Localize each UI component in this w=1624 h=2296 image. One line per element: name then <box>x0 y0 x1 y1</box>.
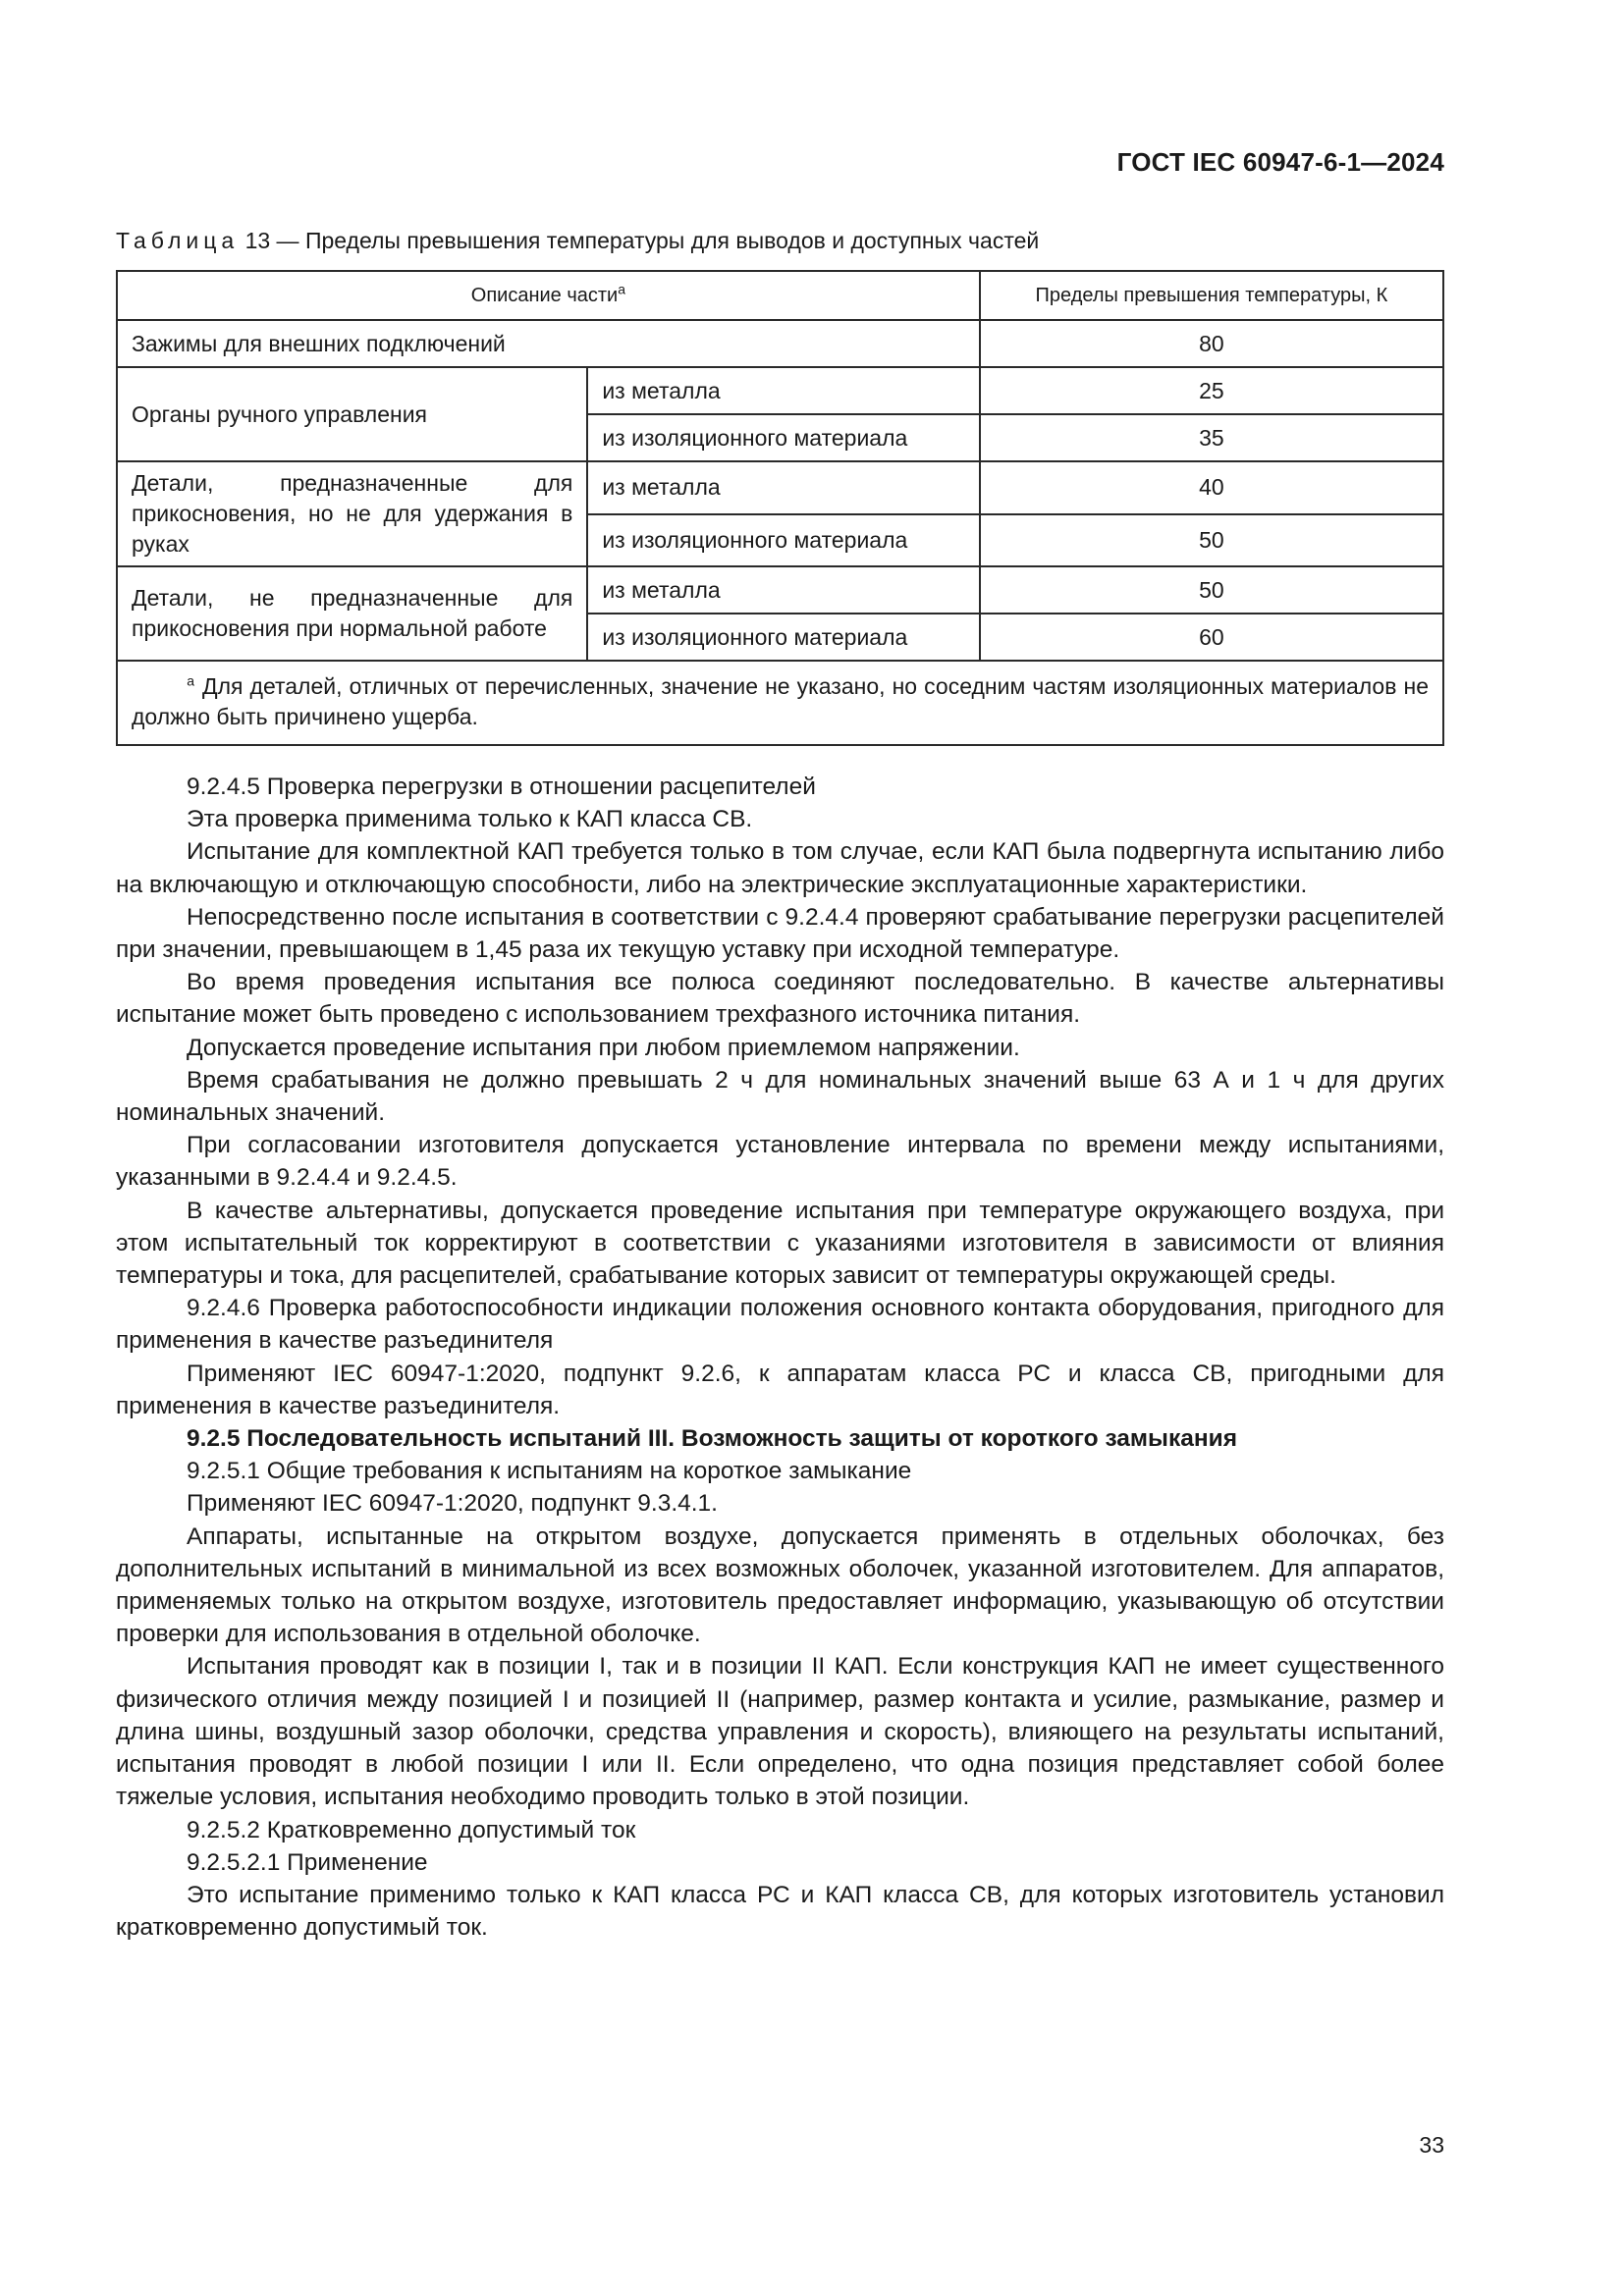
limit-value: 60 <box>980 614 1443 661</box>
table-caption-text: 13 — Пределы превышения температуры для выводов и доступных частей <box>244 228 1040 253</box>
material: из изоляционного материала <box>587 614 979 661</box>
section-heading: 9.2.5 Последовательность испытаний III. Возможность защиты от короткого замыкания <box>187 1425 1238 1453</box>
paragraph: Во время проведения испытания все полюса соединяют последовательно. В качестве альтернативы испытание может быть проведено с использованием трехфазного источника питания. <box>116 969 1444 1029</box>
limit-value: 40 <box>980 461 1443 514</box>
document-body <box>116 771 1444 1944</box>
material: из металла <box>587 566 979 614</box>
paragraph: Время срабатывания не должно превышать 2 ч для номинальных значений выше 63 А и 1 ч для других номинальных значений. <box>116 1066 1444 1127</box>
paragraph: Применяют IEC 60947-1:2020, подпункт 9.3.4.1. <box>187 1490 718 1518</box>
limit-value: 25 <box>980 367 1443 414</box>
column-header-part <box>117 271 980 320</box>
material: из изоляционного материала <box>587 514 979 567</box>
material: из металла <box>587 461 979 514</box>
table-row <box>117 367 1443 414</box>
part-group: Детали, не предназначенные для прикосновения при нормальной работе <box>117 566 587 661</box>
document-header: ГОСТ IEC 60947-6-1—2024 <box>1116 147 1444 177</box>
paragraph: Применяют IEC 60947-1:2020, подпункт 9.2.6, к аппаратам класса РС и класса СВ, пригодными для применения в качестве разъединителя. <box>116 1360 1444 1419</box>
material: из изоляционного материала <box>587 414 979 461</box>
table-row <box>117 320 1443 367</box>
footnote-mark: a <box>187 672 194 689</box>
table-footnote-row <box>117 661 1443 745</box>
column-header-limit: Пределы превышения температуры, К <box>980 271 1443 320</box>
temperature-limits-table <box>116 270 1444 746</box>
paragraph: Допускается проведение испытания при любом приемлемом напряжении. <box>187 1034 1020 1061</box>
paragraph: 9.2.5.1 Общие требования к испытаниям на короткое замыкание <box>187 1458 912 1485</box>
table-row <box>117 461 1443 514</box>
column-header-part-text: Описание части <box>470 284 619 306</box>
limit-value: 50 <box>980 566 1443 614</box>
paragraph: 9.2.5.2 Кратковременно допустимый ток <box>187 1816 636 1843</box>
paragraph: Непосредственно после испытания в соответствии с 9.2.4.4 проверяют срабатывание перегрузки расцепителей при значении, превышающем в 1,45 раза их текущую уставку при исходной температуре. <box>116 903 1444 964</box>
footnote-text: Для деталей, отличных от перечисленных, значение не указано, но соседним частям изоляционных материалов не должно быть причинено ущерба. <box>132 673 1429 729</box>
paragraph: В качестве альтернативы, допускается проведение испытания при температуре окружающего воздуха, при этом испытательный ток корректируют в соответствии с указаниями изготовителя в зависимости от влияния температуры и тока, для расцепителей, срабатывание которых зависит от температуры окружающей среды. <box>116 1197 1444 1290</box>
paragraph: 9.2.5.2.1 Применение <box>187 1848 428 1876</box>
paragraph: Аппараты, испытанные на открытом воздухе, допускается применять в отдельных оболочках, без дополнительных испытаний в минимальной из всех возможных оболочек, указанной изготовителем. Для аппаратов, применяемых только на открытом воздухе, изготовитель предоставляет информацию, указывающую об отсутствии проверки для использования в отдельной оболочке. <box>116 1522 1444 1648</box>
paragraph: 9.2.4.5 Проверка перегрузки в отношении расцепителей <box>187 774 816 800</box>
limit-value: 80 <box>980 320 1443 367</box>
paragraph: Испытание для комплектной КАП требуется только в том случае, если КАП была подвергнута испытанию либо на включающую и отключающую способности, либо на электрические эксплуатационные характеристики. <box>116 838 1444 898</box>
table-header-row <box>117 271 1443 320</box>
paragraph: При согласовании изготовителя допускается установление интервала по времени между испытаниями, указанными в 9.2.4.4 и 9.2.4.5. <box>116 1132 1444 1192</box>
part-description: Зажимы для внешних подключений <box>117 320 980 367</box>
part-group: Органы ручного управления <box>117 367 587 461</box>
paragraph: 9.2.4.6 Проверка работоспособности индикации положения основного контакта оборудования, пригодного для применения в качестве разъединителя <box>116 1295 1444 1355</box>
limit-value: 50 <box>980 514 1443 567</box>
table-footnote <box>117 661 1443 745</box>
part-group: Детали, предназначенные для прикосновения, но не для удержания в руках <box>117 461 587 566</box>
table-caption <box>116 228 1039 254</box>
footnote-ref: a <box>618 280 626 296</box>
paragraph: Испытания проводят как в позиции I, так и в позиции II КАП. Если конструкция КАП не имеет существенного физического отличия между позицией I и позицией II (например, размер контакта и усилие, размыкание, размер и длина шины, воздушный зазор оболочки, средства управления и скорость), влияющего на результаты испытаний, испытания проводят в любой позиции I или II. Если определено, что одна позиция представляет собой более тяжелые условия, испытания необходимо проводить только в этой позиции. <box>116 1653 1444 1811</box>
paragraph: Эта проверка применима только к КАП класса СВ. <box>187 806 753 833</box>
material: из металла <box>587 367 979 414</box>
page-number: 33 <box>1419 2132 1444 2158</box>
table-row <box>117 566 1443 614</box>
table-caption-label: Таблица <box>116 228 240 253</box>
limit-value: 35 <box>980 414 1443 461</box>
paragraph: Это испытание применимо только к КАП класса РС и КАП класса СВ, для которых изготовитель установил кратковременно допустимый ток. <box>116 1881 1444 1942</box>
